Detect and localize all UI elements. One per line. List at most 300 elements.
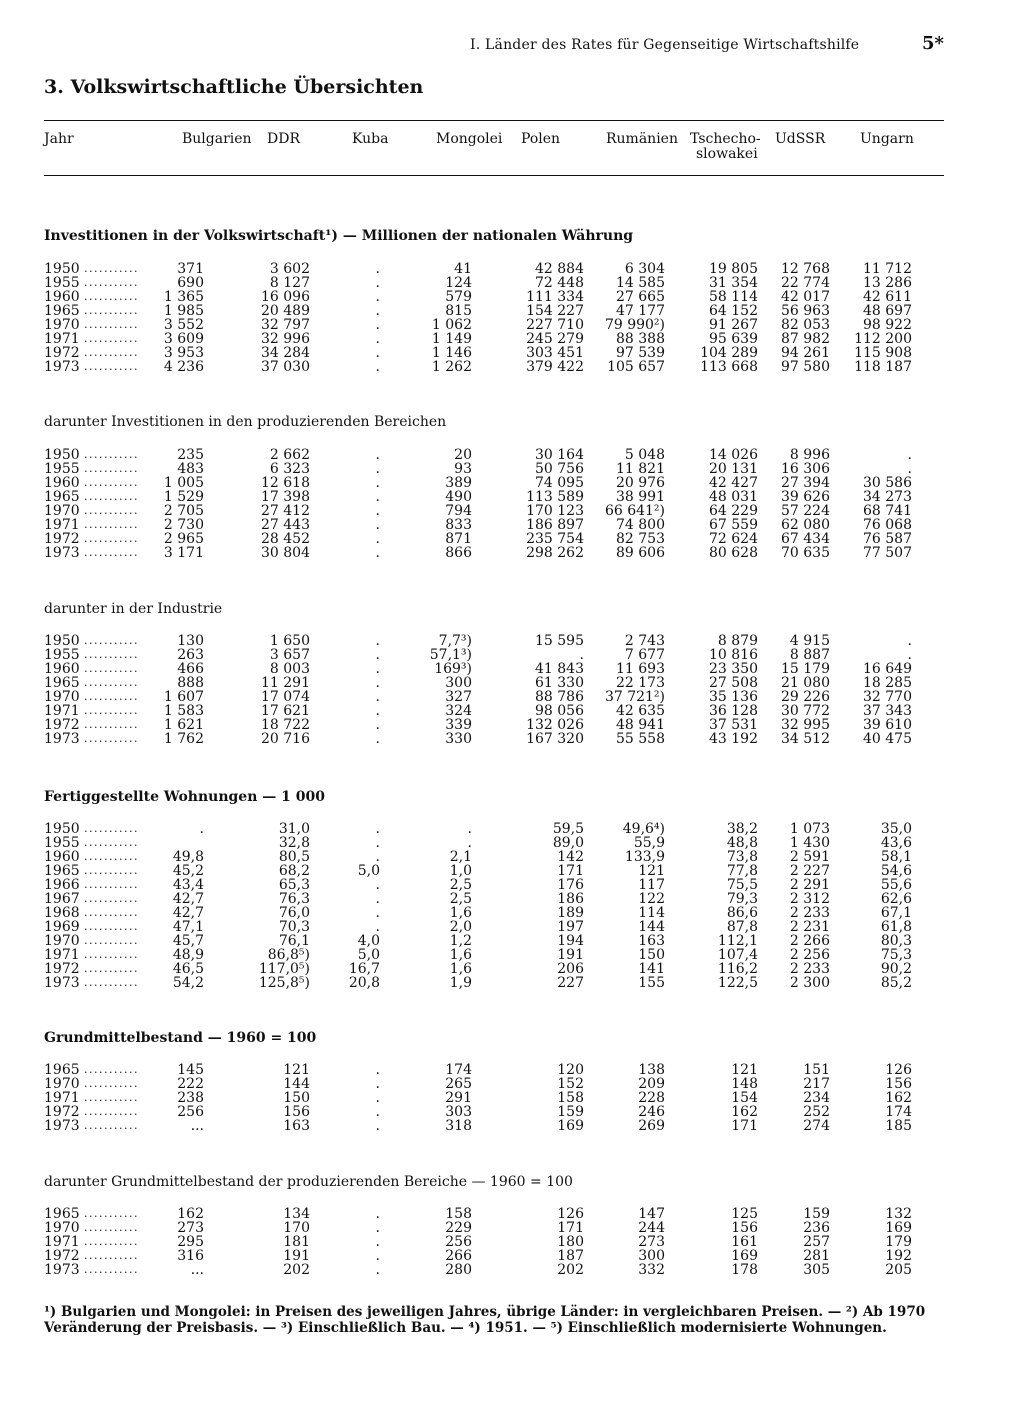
- table-header-rule: [44, 175, 944, 176]
- cell-ungarn: 43,6: [880, 835, 912, 851]
- year-cell: 1950: [44, 447, 80, 463]
- cell-ungarn: 162: [885, 1090, 912, 1106]
- cell-tschechoslowakei: 75,5: [726, 877, 758, 893]
- cell-kuba: .: [375, 1206, 380, 1222]
- cell-ddr: 20 716: [261, 731, 310, 747]
- cell-mongolei: 579: [445, 289, 472, 305]
- cell-ungarn: 76 068: [863, 517, 912, 533]
- cell-ungarn: 76 587: [863, 531, 912, 547]
- table-row: [44, 1063, 944, 1077]
- cell-kuba: .: [375, 661, 380, 677]
- cell-rumaenien: 42 635: [616, 703, 665, 719]
- col-header-tschechoslowakei: [690, 132, 761, 162]
- cell-polen: 42 884: [535, 261, 584, 277]
- year-cell: 1966: [44, 877, 80, 893]
- cell-ungarn: 68 741: [863, 503, 912, 519]
- cell-kuba: .: [375, 1090, 380, 1106]
- cell-ungarn: 37 343: [863, 703, 912, 719]
- cell-ungarn: .: [907, 647, 912, 663]
- cell-ddr: 156: [283, 1104, 310, 1120]
- leader-dots: ...........: [84, 290, 139, 303]
- cell-kuba: .: [375, 489, 380, 505]
- table-row: [44, 546, 944, 560]
- cell-polen: 72 448: [535, 275, 584, 291]
- cell-rumaenien: 150: [638, 947, 665, 963]
- cell-polen: 379 422: [526, 359, 584, 375]
- cell-tschechoslowakei: 148: [731, 1076, 758, 1092]
- cell-udssr: 56 963: [781, 303, 830, 319]
- cell-tschechoslowakei: 169: [731, 1248, 758, 1264]
- cell-bulgarien: 295: [177, 1234, 204, 1250]
- leader-dots: ...........: [84, 1221, 139, 1234]
- cell-udssr: 21 080: [781, 675, 830, 691]
- cell-bulgarien: 45,7: [172, 933, 204, 949]
- cell-ddr: 80,5: [278, 849, 310, 865]
- year-cell: 1955: [44, 835, 80, 851]
- cell-kuba: .: [375, 303, 380, 319]
- leader-dots: ...........: [84, 518, 139, 531]
- cell-tschechoslowakei: 104 289: [700, 345, 758, 361]
- table-row: [44, 920, 944, 934]
- cell-mongolei: 41: [454, 261, 472, 277]
- cell-rumaenien: 88 388: [616, 331, 665, 347]
- cell-ddr: 18 722: [261, 717, 310, 733]
- cell-ungarn: 192: [885, 1248, 912, 1264]
- col-header-tschech-line2: slowakei: [696, 146, 758, 162]
- table-row: [44, 490, 944, 504]
- table-row: [44, 864, 944, 878]
- cell-ddr: 2 662: [269, 447, 310, 463]
- cell-rumaenien: 6 304: [624, 261, 665, 277]
- cell-ungarn: 16 649: [863, 661, 912, 677]
- cell-ungarn: 55,6: [880, 877, 912, 893]
- page-number: 5*: [922, 33, 944, 54]
- cell-ddr: 16 096: [261, 289, 310, 305]
- leader-dots: ...........: [84, 1063, 139, 1076]
- cell-kuba: 5,0: [357, 947, 380, 963]
- cell-udssr: 30 772: [781, 703, 830, 719]
- cell-ddr: 70,3: [278, 919, 310, 935]
- cell-ddr: 86,8⁵): [267, 947, 310, 963]
- cell-udssr: 2 591: [789, 849, 830, 865]
- cell-kuba: .: [375, 877, 380, 893]
- cell-udssr: 27 394: [781, 475, 830, 491]
- cell-kuba: .: [375, 1104, 380, 1120]
- cell-ungarn: 118 187: [854, 359, 912, 375]
- cell-ungarn: 126: [885, 1062, 912, 1078]
- cell-ddr: 1 650: [269, 633, 310, 649]
- cell-tschechoslowakei: 121: [731, 1062, 758, 1078]
- year-cell: 1965: [44, 303, 80, 319]
- cell-rumaenien: 97 539: [616, 345, 665, 361]
- cell-kuba: .: [375, 1248, 380, 1264]
- leader-dots: ...........: [84, 532, 139, 545]
- cell-bulgarien: ...: [190, 1118, 204, 1134]
- cell-rumaenien: 114: [638, 905, 665, 921]
- cell-tschechoslowakei: 10 816: [709, 647, 758, 663]
- cell-kuba: .: [375, 835, 380, 851]
- cell-kuba: .: [375, 461, 380, 477]
- cell-rumaenien: 2 743: [624, 633, 665, 649]
- cell-tschechoslowakei: 86,6: [726, 905, 758, 921]
- table-row: [44, 878, 944, 892]
- section-table: [44, 1063, 944, 1133]
- cell-bulgarien: 49,8: [172, 849, 204, 865]
- cell-kuba: .: [375, 503, 380, 519]
- cell-polen: 298 262: [526, 545, 584, 561]
- table-row: [44, 962, 944, 976]
- cell-ungarn: 75,3: [880, 947, 912, 963]
- table-row: [44, 1077, 944, 1091]
- cell-ddr: 32 797: [261, 317, 310, 333]
- cell-rumaenien: 47 177: [616, 303, 665, 319]
- cell-udssr: 4 915: [789, 633, 830, 649]
- cell-polen: 142: [557, 849, 584, 865]
- table-row: [44, 934, 944, 948]
- cell-udssr: 2 266: [789, 933, 830, 949]
- cell-ungarn: .: [907, 447, 912, 463]
- cell-rumaenien: 82 753: [616, 531, 665, 547]
- year-cell: 1972: [44, 345, 80, 361]
- cell-ddr: 181: [283, 1234, 310, 1250]
- cell-mongolei: 2,5: [449, 877, 472, 893]
- cell-mongolei: 2,0: [449, 919, 472, 935]
- leader-dots: ...........: [84, 948, 139, 961]
- table-row: [44, 448, 944, 462]
- leader-dots: ...........: [84, 490, 139, 503]
- cell-tschechoslowakei: 8 879: [717, 633, 758, 649]
- cell-tschechoslowakei: 178: [731, 1262, 758, 1278]
- cell-ddr: 12 618: [261, 475, 310, 491]
- table-row: [44, 332, 944, 346]
- cell-rumaenien: 27 665: [616, 289, 665, 305]
- cell-kuba: .: [375, 1118, 380, 1134]
- cell-kuba: .: [375, 517, 380, 533]
- cell-bulgarien: .: [199, 821, 204, 837]
- cell-polen: 197: [557, 919, 584, 935]
- table-row: [44, 318, 944, 332]
- year-cell: 1970: [44, 1076, 80, 1092]
- cell-tschechoslowakei: 19 805: [709, 261, 758, 277]
- section-heading: Fertiggestellte Wohnungen — 1 000: [44, 789, 325, 805]
- cell-rumaenien: 228: [638, 1090, 665, 1106]
- cell-ddr: 6 323: [269, 461, 310, 477]
- cell-udssr: 8 887: [789, 647, 830, 663]
- cell-bulgarien: 888: [177, 675, 204, 691]
- table-row: [44, 532, 944, 546]
- year-cell: 1969: [44, 919, 80, 935]
- year-cell: 1965: [44, 675, 80, 691]
- cell-mongolei: 389: [445, 475, 472, 491]
- leader-dots: ...........: [84, 704, 139, 717]
- cell-kuba: .: [375, 1220, 380, 1236]
- cell-ddr: 32 996: [261, 331, 310, 347]
- cell-tschechoslowakei: 64 229: [709, 503, 758, 519]
- cell-ungarn: 30 586: [863, 475, 912, 491]
- cell-mongolei: 20: [454, 447, 472, 463]
- cell-polen: 176: [557, 877, 584, 893]
- cell-polen: 171: [557, 1220, 584, 1236]
- cell-kuba: .: [375, 545, 380, 561]
- cell-tschechoslowakei: 77,8: [726, 863, 758, 879]
- table-row: [44, 1221, 944, 1235]
- cell-udssr: 67 434: [781, 531, 830, 547]
- cell-rumaenien: 7 677: [624, 647, 665, 663]
- cell-tschechoslowakei: 107,4: [717, 947, 758, 963]
- cell-polen: 111 334: [526, 289, 584, 305]
- cell-tschechoslowakei: 154: [731, 1090, 758, 1106]
- cell-udssr: 15 179: [781, 661, 830, 677]
- cell-ddr: 30 804: [261, 545, 310, 561]
- table-row: [44, 634, 944, 648]
- cell-bulgarien: 43,4: [172, 877, 204, 893]
- cell-mongolei: 318: [445, 1118, 472, 1134]
- cell-mongolei: 291: [445, 1090, 472, 1106]
- leader-dots: ...........: [84, 476, 139, 489]
- leader-dots: ...........: [84, 962, 139, 975]
- cell-udssr: 82 053: [781, 317, 830, 333]
- cell-kuba: 4,0: [357, 933, 380, 949]
- cell-udssr: 274: [803, 1118, 830, 1134]
- cell-mongolei: 158: [445, 1206, 472, 1222]
- table-row: [44, 732, 944, 746]
- table-row: [44, 676, 944, 690]
- table-row: [44, 836, 944, 850]
- year-cell: 1972: [44, 961, 80, 977]
- col-header-rumaenien: Rumänien: [606, 131, 678, 147]
- cell-udssr: 2 233: [789, 905, 830, 921]
- col-header-tschech-line1: Tschecho-: [690, 131, 761, 147]
- leader-dots: ...........: [84, 1077, 139, 1090]
- cell-udssr: 257: [803, 1234, 830, 1250]
- cell-polen: 206: [557, 961, 584, 977]
- cell-ungarn: 39 610: [863, 717, 912, 733]
- cell-mongolei: 1 149: [431, 331, 472, 347]
- cell-mongolei: 174: [445, 1062, 472, 1078]
- cell-tschechoslowakei: 116,2: [717, 961, 758, 977]
- cell-kuba: .: [375, 849, 380, 865]
- leader-dots: ...........: [84, 462, 139, 475]
- cell-udssr: 12 768: [781, 261, 830, 277]
- cell-kuba: .: [375, 919, 380, 935]
- cell-rumaenien: 138: [638, 1062, 665, 1078]
- cell-ungarn: 18 285: [863, 675, 912, 691]
- table-row: [44, 476, 944, 490]
- cell-bulgarien: 45,2: [172, 863, 204, 879]
- year-cell: 1973: [44, 731, 80, 747]
- cell-mongolei: 7,7³): [438, 633, 472, 649]
- cell-mongolei: 93: [454, 461, 472, 477]
- year-cell: 1971: [44, 947, 80, 963]
- cell-udssr: 2 300: [789, 975, 830, 991]
- cell-ddr: 163: [283, 1118, 310, 1134]
- cell-bulgarien: 466: [177, 661, 204, 677]
- cell-ungarn: 48 697: [863, 303, 912, 319]
- cell-mongolei: 124: [445, 275, 472, 291]
- year-cell: 1967: [44, 891, 80, 907]
- cell-udssr: 32 995: [781, 717, 830, 733]
- cell-rumaenien: 89 606: [616, 545, 665, 561]
- cell-ddr: 125,8⁵): [258, 975, 310, 991]
- cell-udssr: 305: [803, 1262, 830, 1278]
- leader-dots: ...........: [84, 262, 139, 275]
- cell-rumaenien: 246: [638, 1104, 665, 1120]
- cell-mongolei: 815: [445, 303, 472, 319]
- section-heading: Investitionen in der Volkswirtschaft¹) — Millionen der nationalen Währung: [44, 228, 634, 244]
- cell-rumaenien: 74 800: [616, 517, 665, 533]
- cell-tschechoslowakei: 91 267: [709, 317, 758, 333]
- leader-dots: ...........: [84, 504, 139, 517]
- cell-tschechoslowakei: 156: [731, 1220, 758, 1236]
- cell-tschechoslowakei: 79,3: [726, 891, 758, 907]
- cell-ddr: 202: [283, 1262, 310, 1278]
- cell-ungarn: 115 908: [854, 345, 912, 361]
- cell-udssr: 281: [803, 1248, 830, 1264]
- cell-ddr: 3 657: [269, 647, 310, 663]
- leader-dots: ...........: [84, 662, 139, 675]
- cell-ddr: 3 602: [269, 261, 310, 277]
- year-cell: 1973: [44, 975, 80, 991]
- cell-udssr: 151: [803, 1062, 830, 1078]
- leader-dots: ...........: [84, 822, 139, 835]
- running-header: I. Länder des Rates für Gegenseitige Wirtschaftshilfe: [470, 37, 860, 53]
- cell-tschechoslowakei: 64 152: [709, 303, 758, 319]
- table-row: [44, 1235, 944, 1249]
- leader-dots: ...........: [84, 1249, 139, 1262]
- table-row: [44, 662, 944, 676]
- cell-ddr: 11 291: [261, 675, 310, 691]
- table-row: [44, 360, 944, 374]
- cell-ungarn: 11 712: [863, 261, 912, 277]
- cell-mongolei: 794: [445, 503, 472, 519]
- cell-mongolei: 490: [445, 489, 472, 505]
- col-header-ddr: DDR: [267, 131, 300, 147]
- cell-kuba: .: [375, 821, 380, 837]
- cell-ungarn: 169: [885, 1220, 912, 1236]
- cell-ddr: 31,0: [278, 821, 310, 837]
- table-row: [44, 462, 944, 476]
- year-cell: 1971: [44, 331, 80, 347]
- section-table: [44, 634, 944, 746]
- cell-polen: 98 056: [535, 703, 584, 719]
- cell-tschechoslowakei: 80 628: [709, 545, 758, 561]
- cell-ungarn: 156: [885, 1076, 912, 1092]
- cell-bulgarien: 3 171: [163, 545, 204, 561]
- cell-bulgarien: 1 583: [163, 703, 204, 719]
- cell-ungarn: 54,6: [880, 863, 912, 879]
- cell-mongolei: 330: [445, 731, 472, 747]
- cell-polen: 167 320: [526, 731, 584, 747]
- leader-dots: ...........: [84, 836, 139, 849]
- cell-ungarn: .: [907, 461, 912, 477]
- cell-ddr: 28 452: [261, 531, 310, 547]
- cell-tschechoslowakei: 48,8: [726, 835, 758, 851]
- cell-ungarn: 77 507: [863, 545, 912, 561]
- cell-tschechoslowakei: 58 114: [709, 289, 758, 305]
- leader-dots: ...........: [84, 1119, 139, 1132]
- cell-ddr: 37 030: [261, 359, 310, 375]
- cell-rumaenien: 20 976: [616, 475, 665, 491]
- cell-bulgarien: 3 953: [163, 345, 204, 361]
- cell-ungarn: 62,6: [880, 891, 912, 907]
- cell-bulgarien: 3 609: [163, 331, 204, 347]
- cell-mongolei: 280: [445, 1262, 472, 1278]
- cell-rumaenien: 163: [638, 933, 665, 949]
- cell-bulgarien: 3 552: [163, 317, 204, 333]
- cell-rumaenien: 141: [638, 961, 665, 977]
- year-cell: 1950: [44, 821, 80, 837]
- section-table: [44, 262, 944, 374]
- cell-tschechoslowakei: 48 031: [709, 489, 758, 505]
- table-row: [44, 262, 944, 276]
- cell-udssr: 234: [803, 1090, 830, 1106]
- cell-kuba: .: [375, 633, 380, 649]
- leader-dots: ...........: [84, 878, 139, 891]
- cell-rumaenien: 122: [638, 891, 665, 907]
- cell-ddr: 76,3: [278, 891, 310, 907]
- year-cell: 1971: [44, 1090, 80, 1106]
- cell-tschechoslowakei: 31 354: [709, 275, 758, 291]
- table-row: [44, 304, 944, 318]
- cell-ddr: 121: [283, 1062, 310, 1078]
- cell-ddr: 27 443: [261, 517, 310, 533]
- cell-ddr: 17 621: [261, 703, 310, 719]
- cell-bulgarien: 1 529: [163, 489, 204, 505]
- cell-rumaenien: 144: [638, 919, 665, 935]
- leader-dots: ...........: [84, 1105, 139, 1118]
- section-table: [44, 822, 944, 990]
- leader-dots: ...........: [84, 934, 139, 947]
- cell-mongolei: 871: [445, 531, 472, 547]
- leader-dots: ...........: [84, 448, 139, 461]
- cell-polen: 41 843: [535, 661, 584, 677]
- cell-kuba: 16,7: [348, 961, 380, 977]
- cell-kuba: .: [375, 261, 380, 277]
- cell-polen: 30 164: [535, 447, 584, 463]
- leader-dots: ...........: [84, 690, 139, 703]
- cell-bulgarien: 48,9: [172, 947, 204, 963]
- cell-polen: .: [579, 647, 584, 663]
- cell-ddr: 150: [283, 1090, 310, 1106]
- table-row: [44, 822, 944, 836]
- cell-ungarn: 13 286: [863, 275, 912, 291]
- leader-dots: ...........: [84, 546, 139, 559]
- year-cell: 1970: [44, 503, 80, 519]
- cell-mongolei: 303: [445, 1104, 472, 1120]
- cell-ungarn: 132: [885, 1206, 912, 1222]
- cell-ddr: 32,8: [278, 835, 310, 851]
- leader-dots: ...........: [84, 332, 139, 345]
- cell-udssr: 29 226: [781, 689, 830, 705]
- year-cell: 1955: [44, 461, 80, 477]
- cell-bulgarien: 2 965: [163, 531, 204, 547]
- cell-bulgarien: 130: [177, 633, 204, 649]
- table-row: [44, 892, 944, 906]
- cell-kuba: .: [375, 359, 380, 375]
- cell-ddr: 27 412: [261, 503, 310, 519]
- cell-bulgarien: 42,7: [172, 905, 204, 921]
- year-cell: 1973: [44, 1262, 80, 1278]
- cell-tschechoslowakei: 42 427: [709, 475, 758, 491]
- cell-bulgarien: 483: [177, 461, 204, 477]
- table-row: [44, 276, 944, 290]
- section-heading: darunter Investitionen in den produzierenden Bereichen: [44, 414, 447, 430]
- year-cell: 1972: [44, 717, 80, 733]
- cell-tschechoslowakei: 171: [731, 1118, 758, 1134]
- cell-polen: 74 095: [535, 475, 584, 491]
- cell-rumaenien: 11 821: [616, 461, 665, 477]
- cell-polen: 303 451: [526, 345, 584, 361]
